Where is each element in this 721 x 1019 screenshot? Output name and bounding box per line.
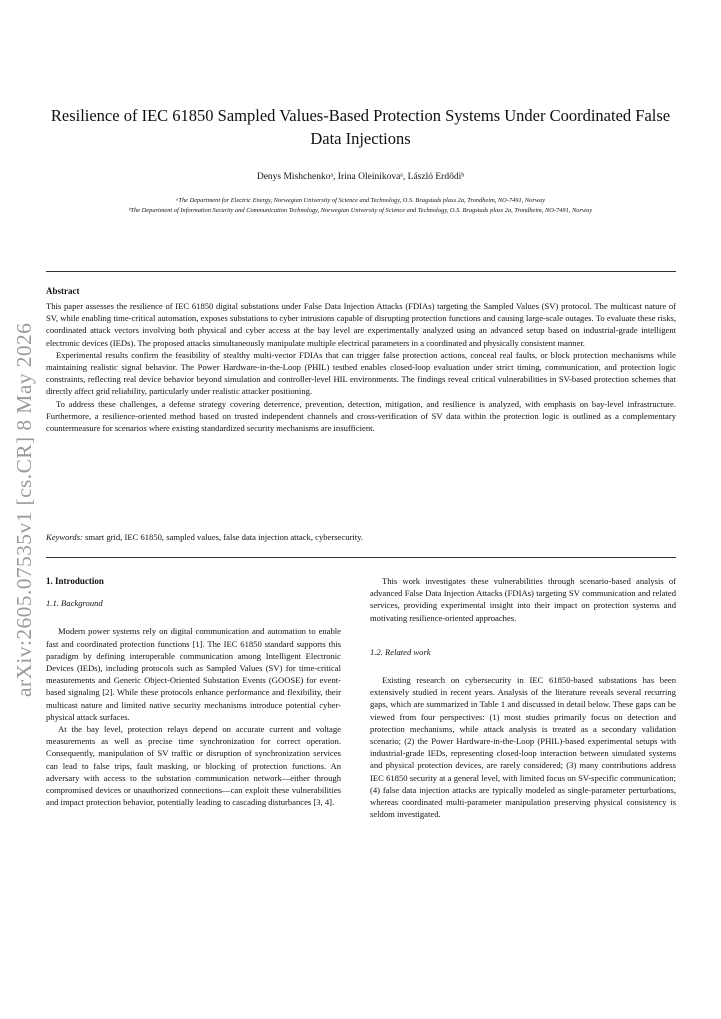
subsection-heading-related-work: 1.2. Related work bbox=[370, 646, 431, 657]
section-heading-introduction: 1. Introduction bbox=[46, 576, 104, 586]
divider-bottom bbox=[46, 557, 676, 558]
affiliation-b: ᵇThe Department of Information Security and Communication Technology, Norwegian University of Science and Technology, O.S. Bragstads plass 2a, Trondheim, NO-7491, Norway bbox=[128, 206, 593, 214]
body-paragraph: Modern power systems rely on digital communication and automation to enable fast and coordinated protection functions [1]. The IEC 61850 standard supports this paradigm by defining interoperable communication among Intelligent Electronic Devices (IEDs), including protocols such as Sampled Values (SV) for time-critical measurements and Generic Object-Oriented Substation Events (GOOSE) for event-based signaling [2]. While these protocols enhance performance and flexibility, their multicast nature and limited native security mechanisms introduce potential cyber-physical attack surfaces. bbox=[46, 626, 341, 722]
keywords bbox=[46, 532, 676, 542]
left-column bbox=[46, 575, 341, 808]
affiliation-a: ᵃThe Department for Electric Energy, Norwegian University of Science and Technology, O.S. Bragstads plass 2a, Trondheim, NO-7491, Norway bbox=[175, 197, 546, 204]
abstract-heading: Abstract bbox=[46, 286, 80, 296]
divider-top bbox=[46, 271, 676, 272]
keywords-label: Keywords: bbox=[46, 532, 83, 542]
body-paragraph: This work investigates these vulnerabilities through scenario-based analysis of advanced False Data Injection Attacks (FDIAs) targeting SV communication and related services, providing experimental insight into their impact on protection systems and motivating resilience-oriented approaches. bbox=[370, 576, 676, 623]
author-list: Denys Mishchenkoᵃ, Irina Oleinikovaᵃ, László Erdődiᵇ bbox=[256, 172, 465, 182]
body-paragraph: Existing research on cybersecurity in IEC 61850-based substations has been extensively studied in recent years. Analysis of the literature reveals several recurring gaps, which are summarized in Table 1 and discussed in detail below. These gaps can be viewed from four perspectives: (1) most studies primarily focus on detection and protection mechanisms, while attack analysis is treated as a secondary validation scenario; (2) the Power Hardware-in-the-Loop (PHIL)-based experimental setups with industrial-grade IEDs, representing closed-loop interaction between simulated systems and physical protection devices, are rarely considered; (3) many contributions address IEC 61850 security at a general level, with limited focus on SV-specific communication; (4) false data injection attacks are typically modeled as single-parameter perturbations, whereas coordinated multi-parameter manipulation preserving physical consistency is seldom investigated. bbox=[370, 675, 676, 820]
abstract-paragraph: This paper assesses the resilience of IEC 61850 digital substations under False Data Injection Attacks (FDIAs) targeting the Sampled Values (SV) protocol. The multicast nature of SV, while enabling time-critical automation, exposes substations to cyber intrusions capable of disrupting protection functions and causing large-scale outages. To evaluate these risks, coordinated attack vectors involving both physical and cyber access at the bay level are experimentally analyzed using an advanced setup based on industrial-grade intelligent electronic devices (IEDs). The proposed attacks simultaneously manipulate multiple electrical parameters in a coordinated and physically consistent manner. bbox=[46, 301, 676, 348]
arxiv-identifier: arXiv:2605.07535v1 [cs.CR] 8 May 2026 bbox=[12, 322, 36, 697]
keywords-text: smart grid, IEC 61850, sampled values, false data injection attack, cybersecurity. bbox=[85, 532, 364, 542]
paper-title: Resilience of IEC 61850 Sampled Values-Based Protection Systems Under Coordinated False Data Injections bbox=[50, 106, 671, 148]
abstract-paragraph: To address these challenges, a defense strategy covering deterrence, prevention, detection, mitigation, and resilience is analyzed, with emphasis on bay-level infrastructure. Furthermore, a resilience-oriented method based on trusted independent channels and cross-verification of SV data within the protection logic is outlined as a complementary countermeasure for scenarios where existing standardized security mechanisms are insufficient. bbox=[46, 398, 676, 434]
subsection-heading-background: 1.1. Background bbox=[46, 598, 103, 609]
abstract-paragraph: Experimental results confirm the feasibility of stealthy multi-vector FDIAs that can trigger false protection actions, conceal real faults, or block protection mechanisms while maintaining realistic signal behavior. The Power Hardware-in-the-Loop (PHIL) testbed enables closed-loop evaluation under strict timing, communication, and protection logic constraints, reflecting real device behavior beyond simulation and controller-level HIL environments. The findings reveal critical vulnerabilities in SV-based protection schemes that directly affect grid reliability, particularly under realistic attacker positioning. bbox=[46, 349, 676, 397]
affiliations bbox=[60, 196, 661, 215]
abstract-body bbox=[46, 300, 676, 434]
body-paragraph: At the bay level, protection relays depend on accurate current and voltage measurements as well as precise time synchronization for correct operation. Consequently, manipulation of SV traffic or disruption of synchronization services can lead to false trips, fault masking, or blocking of protection functions. An adversary with access to the substation communication network—either through compromised devices or unauthorized connections—can exploit these vulnerabilities and impact protection behavior, potentially leading to cascading disturbances [3, 4]. bbox=[46, 724, 341, 808]
right-column bbox=[370, 575, 676, 820]
